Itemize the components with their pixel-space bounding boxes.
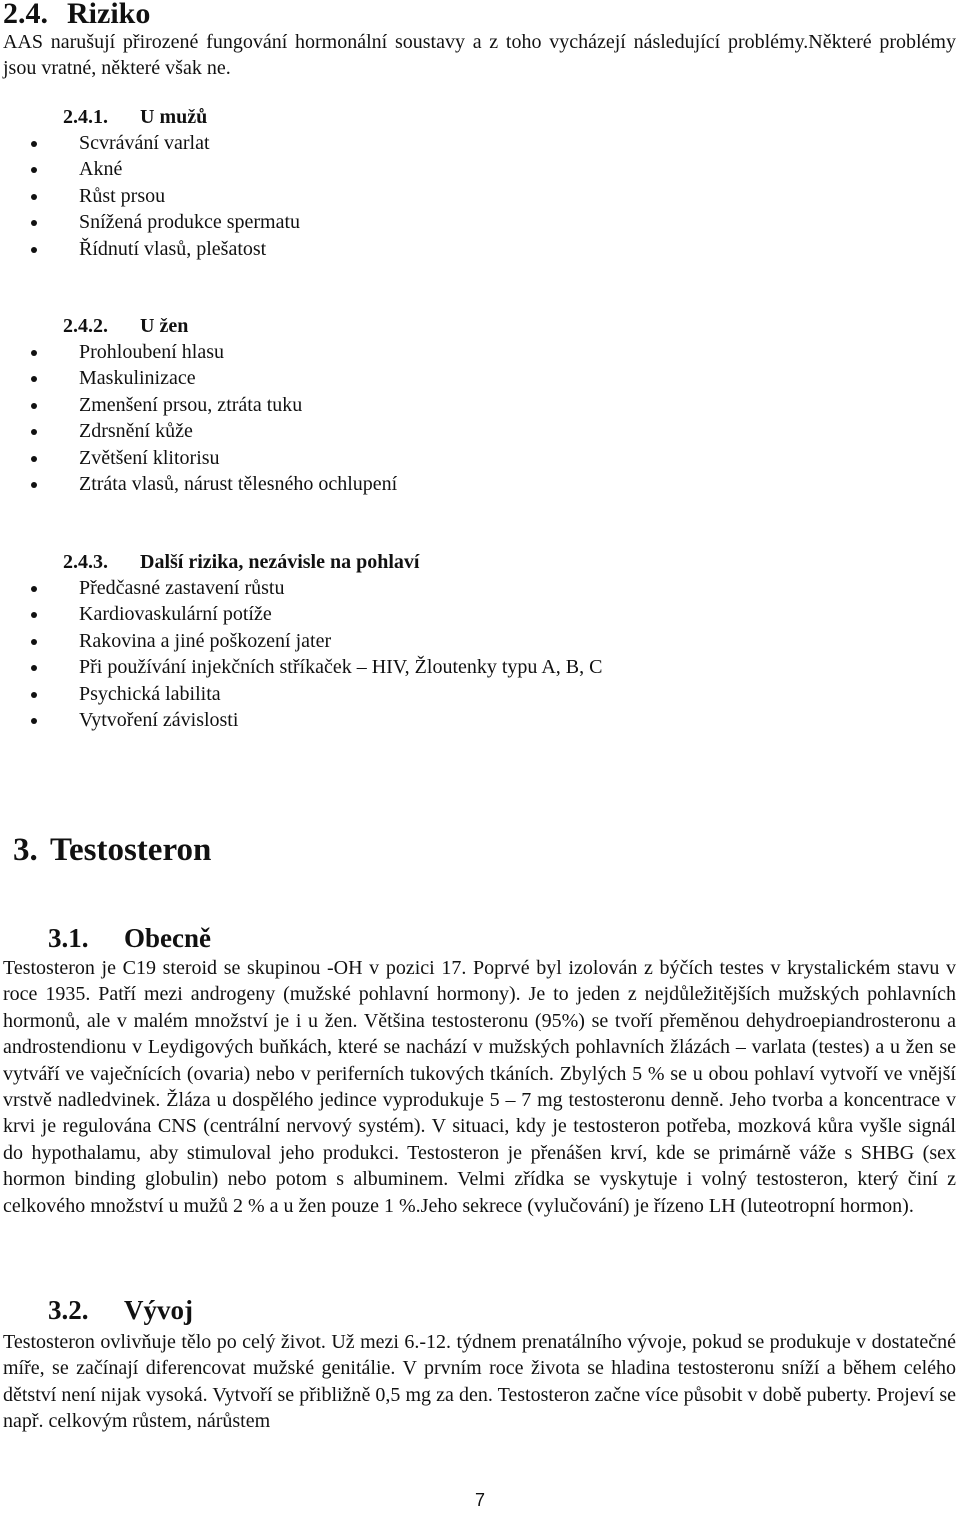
paragraph-vyvoj: Testosteron ovlivňuje tělo po celý život. Už mezi 6.-12. týdnem prenatálního vývoje, pokud se produkuje v dostatečné míře, se začínají diferencovat mužské genitálie. V prvním roce života se hladina testosteronu sníží a během celého dětství není nijak vysoká. Vytvoří se přibližně 0,5 mg za den. Testosteron začne více působit v době puberty. Projeví se např. celkovým růstem, nárůstem	[3, 1331, 956, 1433]
paragraph-obecne: Testosteron je C19 steroid se skupinou -OH v pozici 17. Poprvé byl izolován z býčích testes v krystalickém stavu v roce 1935. Patří mezi androgeny (mužské pohlavní hormony). Je to jeden z nejdůležitějších mužských pohlavních hormonů, ale v malém množství je i u žen. Většina testosteronu (95%) se tvoří přeměnou dehydroepiandrosteronu a androstendionu v Leydigových buňkách, které se nachází v mužských pohlavních žlázách – varlata (testes) a u žen se vytváří ve vaječnících (ovaria) nebo v periferních tukových tkáních. Zbylých 5 % se u obou pohlaví vytvoří ve vnější vrstvě nadledvinek. Žláza u dospělého jedince vyprodukuje 5 – 7 mg testosteronu denně. Jeho tvorba a koncentrace v krvi je regulována CNS (centrální nervový systém). V situaci, kdy je testosteron potřeba, mozková kůra vyšle signál do hypothalamu, aby stimuloval jeho produkci. Testosteron je přenášen krví, kde se primárně váže s SHBG (sex hormon binding globulin) nebo potom s albuminem. Velmi zřídka se vyskytuje i volný testosteron, který činí z celkového množství u mužů 2 % a u žen pouze 1 %.Jeho sekrece (vylučování) je řízeno LH (luteotropní hormon).	[3, 957, 956, 1217]
list-item	[0, 445, 397, 471]
section-number: 3.2.	[48, 1295, 89, 1325]
bullet-icon	[31, 350, 37, 356]
list-item	[0, 183, 300, 209]
section-title: Obecně	[124, 923, 211, 953]
section-title: Riziko	[67, 0, 151, 30]
list-item	[0, 707, 602, 733]
subsection-heading-2-4-1	[63, 104, 207, 130]
list-item-text: Maskulinizace	[79, 367, 196, 390]
section-heading-3-1	[48, 922, 211, 954]
bullet-list-men	[0, 130, 300, 262]
list-item-text: Akné	[79, 158, 123, 181]
list-item	[0, 628, 602, 654]
intro-paragraph: AAS narušují přirozené fungování hormonální soustavy a z toho vycházejí následující problémy.Některé problémy jsou vratné, některé však ne.	[3, 31, 956, 80]
list-item-text: Předčasné zastavení růstu	[79, 577, 285, 599]
list-item	[0, 236, 300, 262]
subsection-number: 2.4.3.	[63, 551, 108, 573]
list-item-text: Zvětšení klitorisu	[79, 446, 220, 469]
bullet-icon	[31, 586, 37, 592]
bullet-icon	[31, 429, 37, 435]
bullet-icon	[31, 376, 37, 382]
chapter-heading-3	[13, 830, 211, 870]
section-title: Vývoj	[124, 1295, 193, 1325]
subsection-title: Další rizika, nezávisle na pohlaví	[140, 551, 420, 573]
bullet-icon	[31, 482, 37, 488]
bullet-icon	[31, 194, 37, 200]
list-item	[0, 654, 602, 680]
list-item-text: Při používání injekčních stříkaček – HIV, Žloutenky typu A, B, C	[79, 656, 603, 679]
page-number: 7	[474, 1490, 485, 1510]
list-item-text: Vytvoření závislosti	[79, 709, 239, 732]
list-item-text: Kardiovaskulární potíže	[79, 603, 272, 626]
list-item-text: Psychická labilita	[79, 682, 221, 705]
bullet-icon	[31, 692, 37, 698]
bullet-icon	[31, 403, 37, 409]
list-item	[0, 471, 397, 497]
list-item-text: Scvrávání varlat	[79, 132, 210, 154]
section-heading-2-4	[3, 0, 150, 32]
list-item-text: Prohloubení hlasu	[79, 341, 224, 363]
bullet-icon	[31, 456, 37, 462]
bullet-icon	[31, 141, 37, 147]
list-item	[0, 209, 300, 235]
list-item-text: Řídnutí vlasů, plešatost	[79, 237, 267, 260]
list-item	[0, 392, 397, 418]
subsection-heading-2-4-3	[63, 549, 419, 575]
list-item	[0, 156, 300, 182]
chapter-title: Testosteron	[50, 832, 212, 868]
list-item	[0, 130, 300, 156]
bullet-icon	[31, 639, 37, 645]
list-item-text: Zmenšení prsou, ztráta tuku	[79, 393, 303, 416]
section-number: 3.1.	[48, 923, 89, 953]
bullet-icon	[31, 220, 37, 226]
bullet-icon	[31, 167, 37, 173]
bullet-list-women	[0, 339, 397, 497]
bullet-icon	[31, 665, 37, 671]
subsection-heading-2-4-2	[63, 313, 188, 339]
subsection-number: 2.4.2.	[63, 315, 108, 337]
list-item	[0, 365, 397, 391]
section-number: 2.4.	[3, 0, 48, 30]
bullet-icon	[31, 612, 37, 618]
list-item	[0, 418, 397, 444]
subsection-title: U žen	[140, 315, 189, 337]
subsection-title: U mužů	[140, 106, 208, 128]
subsection-number: 2.4.1.	[63, 106, 108, 128]
list-item	[0, 339, 397, 365]
section-heading-3-2	[48, 1294, 193, 1326]
list-item-text: Ztráta vlasů, nárust tělesného ochlupení	[79, 473, 398, 496]
list-item	[0, 681, 602, 707]
list-item-text: Rakovina a jiné poškození jater	[79, 629, 332, 652]
list-item	[0, 601, 602, 627]
list-item	[0, 575, 602, 601]
chapter-number: 3.	[13, 832, 38, 868]
list-item-text: Snížená produkce spermatu	[79, 211, 301, 234]
bullet-list-other-risks	[0, 575, 602, 733]
list-item-text: Zdrsnění kůže	[79, 420, 193, 443]
list-item-text: Růst prsou	[79, 184, 166, 207]
bullet-icon	[31, 247, 37, 253]
bullet-icon	[31, 718, 37, 724]
